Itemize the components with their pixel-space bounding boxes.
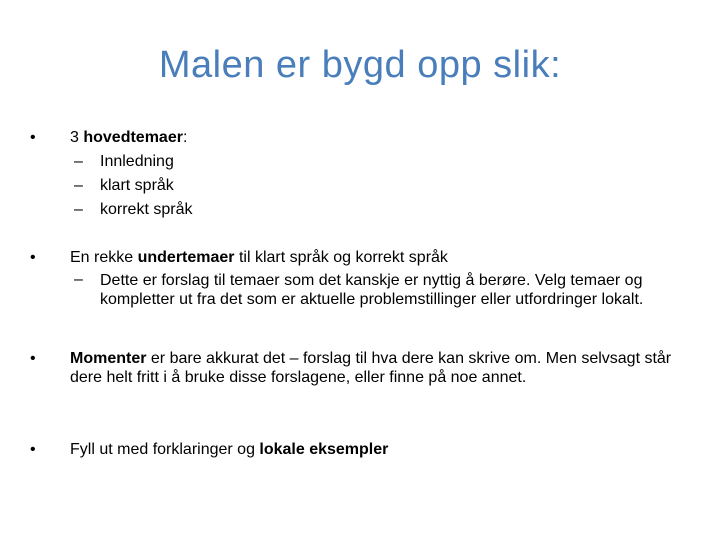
sub-item (30, 271, 690, 309)
sub-item (30, 153, 690, 171)
bullet-fill-in (30, 441, 690, 459)
bullet-text-prefix: 3 (70, 129, 84, 146)
bullet-text-suffix: er bare akkurat det – forslag til hva dere kan skrive om. Men selvsagt står dere helt fritt i å bruke disse forslagene, eller finne på noe annet. (70, 350, 672, 386)
slide-title: Malen er bygd opp slik: (158, 44, 562, 86)
bullet-text-suffix: til klart språk og korrekt språk (234, 249, 448, 266)
bullet-dot: • (30, 249, 36, 266)
bullet-row (30, 349, 690, 387)
sub-item-text: klart språk (100, 177, 174, 194)
bullet-text-bold: Momenter (70, 350, 147, 367)
bullet-text-suffix: : (182, 129, 188, 146)
sub-dash: – (74, 271, 83, 288)
bullet-moments (30, 349, 690, 441)
sub-item-text: Innledning (100, 153, 174, 170)
bullet-text-prefix: En rekke (70, 249, 138, 266)
bullet-text-bold: undertemaer (137, 249, 235, 266)
bullet-main-topics (30, 129, 690, 249)
sub-dash: – (74, 201, 83, 218)
sub-dash: – (74, 177, 83, 194)
bullet-row (30, 129, 690, 147)
bullet-dot: • (30, 129, 36, 146)
bullet-text-bold: hovedtemaer (83, 129, 183, 146)
bullet-dot: • (30, 441, 36, 458)
slide-content (30, 129, 690, 459)
sub-item (30, 201, 690, 219)
bullet-subtopics (30, 249, 690, 349)
bullet-text-prefix: Fyll ut med forklaringer og (70, 441, 260, 458)
sub-item (30, 177, 690, 195)
bullet-row (30, 249, 690, 267)
bullet-text-bold: lokale eksempler (259, 441, 389, 458)
bullet-dot: • (30, 350, 36, 367)
sub-item-text: Dette er forslag til temaer som det kanskje er nyttig å berøre. Velg temaer og kompletter ut fra det som er aktuelle problemstillinger eller utfordringer lokalt. (100, 272, 644, 308)
sub-item-text: korrekt språk (100, 201, 193, 218)
bullet-row (30, 441, 690, 459)
sub-dash: – (74, 153, 83, 170)
